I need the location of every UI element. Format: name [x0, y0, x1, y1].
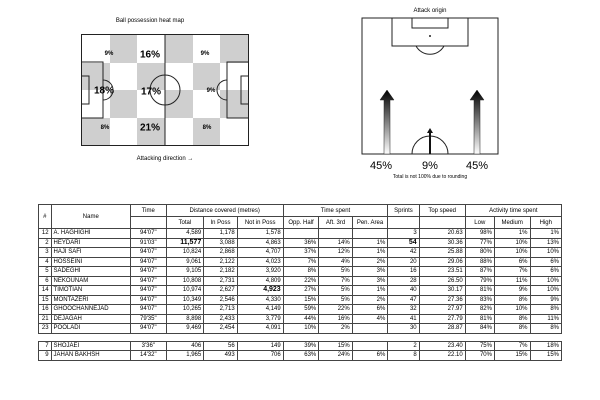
table-cell — [352, 324, 388, 334]
table-cell: 1% — [352, 248, 388, 258]
table-cell: 84% — [465, 324, 494, 334]
header-distance: Distance covered (metres) — [166, 205, 283, 217]
table-cell — [283, 229, 319, 239]
table-cell: 14'32" — [131, 351, 167, 361]
header-num: # — [39, 205, 52, 229]
heat-label-top-left: 9% — [104, 51, 114, 57]
table-cell: 15% — [494, 351, 530, 361]
table-cell: 82% — [465, 305, 494, 315]
table-cell: SADEGHI — [51, 267, 130, 277]
attack-arrow-right-icon — [470, 90, 484, 154]
subheader-not-in-poss: Not in Poss — [237, 217, 283, 229]
attack-origin-title: Attack origin — [413, 8, 447, 14]
table-cell: 3 — [39, 248, 52, 258]
subheader-in-poss: In Poss — [204, 217, 237, 229]
subheader-high: High — [530, 217, 562, 229]
table-cell: 2,182 — [204, 267, 237, 277]
header-time-spent: Time spent — [283, 205, 388, 217]
table-cell: 6% — [530, 267, 562, 277]
table-cell: 1% — [530, 229, 562, 239]
table-cell: 4,923 — [237, 286, 283, 296]
table-cell: 4,149 — [237, 305, 283, 315]
table-cell: 26.50 — [419, 276, 465, 286]
table-cell: 56 — [204, 341, 237, 351]
table-cell: 11,577 — [166, 238, 204, 248]
table-cell: 15 — [39, 295, 52, 305]
table-row — [39, 314, 562, 324]
table-cell: 8% — [530, 305, 562, 315]
table-cell: 10,349 — [166, 295, 204, 305]
table-cell: 1,178 — [204, 229, 237, 239]
table-cell: 6% — [494, 257, 530, 267]
table-cell: 94'07" — [131, 229, 167, 239]
table-cell: 16 — [39, 305, 52, 315]
attack-arrow-left-icon — [380, 90, 394, 154]
table-row — [39, 267, 562, 277]
table-row — [39, 276, 562, 286]
table-cell: 15% — [283, 295, 319, 305]
table-cell: 1,578 — [237, 229, 283, 239]
table-cell: 94'07" — [131, 257, 167, 267]
table-cell: 36% — [283, 238, 319, 248]
table-cell: 80% — [465, 248, 494, 258]
table-cell: JAHAN BAKHSH — [51, 351, 130, 361]
table-cell: 10% — [530, 276, 562, 286]
table-cell: 3 — [388, 229, 419, 239]
table-cell: 27.79 — [419, 314, 465, 324]
table-cell: 10% — [494, 238, 530, 248]
heat-label-bottom-right: 8% — [202, 125, 212, 131]
table-cell: 10,974 — [166, 286, 204, 296]
table-spacer-row — [39, 333, 562, 341]
table-cell: 14% — [319, 238, 352, 248]
heat-label-mid-right: 9% — [206, 88, 216, 94]
table-cell: 16 — [388, 267, 419, 277]
table-cell: 2,122 — [204, 257, 237, 267]
table-row — [39, 295, 562, 305]
table-cell: 2,433 — [204, 314, 237, 324]
table-cell: 8,898 — [166, 314, 204, 324]
table-cell: 42 — [388, 248, 419, 258]
table-cell: 25.88 — [419, 248, 465, 258]
table-cell: 493 — [204, 351, 237, 361]
table-cell: 4,023 — [237, 257, 283, 267]
table-cell: 706 — [237, 351, 283, 361]
table-cell: 2,713 — [204, 305, 237, 315]
attack-origin-left-pct: 45% — [369, 160, 393, 172]
table-row — [39, 257, 562, 267]
header-top-speed: Top speed — [419, 205, 465, 217]
player-stats-table — [38, 204, 562, 361]
table-cell: 11% — [530, 314, 562, 324]
table-cell: 6% — [352, 351, 388, 361]
table-cell: 98% — [465, 229, 494, 239]
table-cell: 2 — [388, 341, 419, 351]
table-cell: 20 — [388, 257, 419, 267]
table-cell: 8% — [494, 295, 530, 305]
table-cell: 94'07" — [131, 286, 167, 296]
table-cell: 7% — [494, 341, 530, 351]
table-cell: TIMOTIAN — [51, 286, 130, 296]
header-activity: Activity time spent — [465, 205, 561, 217]
table-cell: 23.40 — [419, 341, 465, 351]
subheader-empty — [388, 217, 419, 229]
table-cell: 9,061 — [166, 257, 204, 267]
table-cell: 83% — [465, 295, 494, 305]
table-cell: 2 — [39, 238, 52, 248]
table-cell: 14 — [39, 286, 52, 296]
table-cell: 40 — [388, 286, 419, 296]
table-cell: 1% — [352, 286, 388, 296]
table-cell: 15% — [319, 341, 352, 351]
table-cell: 27% — [283, 286, 319, 296]
table-cell: 91'03" — [131, 238, 167, 248]
table-cell: 8 — [388, 351, 419, 361]
table-cell: 2,546 — [204, 295, 237, 305]
subheader-aft-3rd: Aft. 3rd — [319, 217, 352, 229]
table-cell: HOSSEINI — [51, 257, 130, 267]
attack-origin-note: Total is not 100% due to rounding — [392, 174, 468, 180]
table-cell: A. HAGHIGHI — [51, 229, 130, 239]
table-cell: 10% — [530, 286, 562, 296]
table-cell: 4,863 — [237, 238, 283, 248]
table-cell: 10,824 — [166, 248, 204, 258]
table-cell: 4 — [39, 257, 52, 267]
table-cell: 4,809 — [237, 276, 283, 286]
table-cell: 5% — [319, 286, 352, 296]
table-cell: 75% — [465, 341, 494, 351]
table-cell: 41 — [388, 314, 419, 324]
table-cell: 3'36" — [131, 341, 167, 351]
table-cell: 2,731 — [204, 276, 237, 286]
table-cell: 11% — [494, 276, 530, 286]
attack-origin-right-pct: 45% — [465, 160, 489, 172]
table-cell: 94'07" — [131, 324, 167, 334]
subheader-pen-area: Pen. Area — [352, 217, 388, 229]
table-cell: 87% — [465, 267, 494, 277]
table-cell: 9,469 — [166, 324, 204, 334]
heatmap-title: Ball possession heat map — [115, 18, 185, 24]
table-cell: HAJI SAFI — [51, 248, 130, 258]
table-row — [39, 286, 562, 296]
subheader-medium: Medium — [494, 217, 530, 229]
table-cell: 15% — [530, 351, 562, 361]
header-sprints: Sprints — [388, 205, 419, 217]
table-body — [39, 229, 562, 361]
table-row — [39, 248, 562, 258]
table-cell: 5% — [319, 267, 352, 277]
heat-label-top-center: 16% — [139, 49, 161, 61]
table-cell: 39% — [283, 341, 319, 351]
table-cell: HEYDARI — [51, 238, 130, 248]
table-cell: 22.10 — [419, 351, 465, 361]
heat-label-mid-left: 18% — [93, 85, 115, 97]
subheader-total: Total — [166, 217, 204, 229]
subheader-opp-half: Opp. Half — [283, 217, 319, 229]
table-cell: 2% — [352, 257, 388, 267]
table-cell: 4,589 — [166, 229, 204, 239]
table-cell: 23 — [39, 324, 52, 334]
header-time: Time — [131, 205, 167, 217]
table-row — [39, 305, 562, 315]
table-cell: 32 — [388, 305, 419, 315]
table-cell: 28.87 — [419, 324, 465, 334]
table-cell: 94'07" — [131, 248, 167, 258]
table-cell: 10,265 — [166, 305, 204, 315]
table-cell: 9% — [530, 295, 562, 305]
table-cell: 7 — [39, 341, 52, 351]
table-cell: 29.06 — [419, 257, 465, 267]
heat-label-mid-center: 17% — [140, 86, 162, 98]
table-row — [39, 351, 562, 361]
table-cell — [352, 229, 388, 239]
table-cell: 81% — [465, 286, 494, 296]
table-cell: 3,088 — [204, 238, 237, 248]
table-cell: 94'07" — [131, 295, 167, 305]
table-cell: 3,779 — [237, 314, 283, 324]
table-cell: 4,091 — [237, 324, 283, 334]
attack-origin-pitch — [360, 16, 500, 156]
table-row — [39, 341, 562, 351]
table-cell: 27.36 — [419, 295, 465, 305]
table-cell: 10% — [283, 324, 319, 334]
table-cell: 94'07" — [131, 267, 167, 277]
table-cell: 9 — [39, 351, 52, 361]
table-cell: 16% — [319, 314, 352, 324]
table-cell: DEJAGAH — [51, 314, 130, 324]
table-cell: 79% — [465, 276, 494, 286]
table-cell: 1% — [352, 238, 388, 248]
table-cell: POOLADI — [51, 324, 130, 334]
table-cell: 8% — [283, 267, 319, 277]
subheader-empty — [131, 217, 167, 229]
table-cell — [352, 341, 388, 351]
table-cell: 5 — [39, 267, 52, 277]
table-cell: 94'07" — [131, 276, 167, 286]
table-cell: 27.97 — [419, 305, 465, 315]
table-cell: 4,707 — [237, 248, 283, 258]
table-cell: 7% — [319, 276, 352, 286]
table-cell: 6 — [39, 276, 52, 286]
table-row — [39, 229, 562, 239]
table-cell: 3% — [352, 276, 388, 286]
table-cell: 18% — [530, 341, 562, 351]
table-cell: 30.17 — [419, 286, 465, 296]
table-cell: 7% — [494, 267, 530, 277]
table-cell: 4% — [352, 314, 388, 324]
table-cell: 22% — [283, 276, 319, 286]
table-cell: 10,808 — [166, 276, 204, 286]
table-cell: 70% — [465, 351, 494, 361]
table-cell: 2% — [319, 324, 352, 334]
table-cell: 2,454 — [204, 324, 237, 334]
table-cell: GHOOCHANNEJAD — [51, 305, 130, 315]
table-cell: 44% — [283, 314, 319, 324]
table-cell: NEKOUNAM — [51, 276, 130, 286]
table-cell: SHOJAEI — [51, 341, 130, 351]
table-cell: 8% — [494, 324, 530, 334]
table-cell: 9,105 — [166, 267, 204, 277]
heat-label-bottom-center: 21% — [139, 122, 161, 134]
heat-label-top-right: 9% — [200, 51, 210, 57]
table-cell: 6% — [530, 257, 562, 267]
table-cell: 3% — [352, 267, 388, 277]
table-cell: 12% — [319, 248, 352, 258]
subheader-empty — [419, 217, 465, 229]
table-cell: 37% — [283, 248, 319, 258]
table-spacer-cell — [39, 333, 562, 341]
table-cell: 59% — [283, 305, 319, 315]
table-cell: 22% — [319, 305, 352, 315]
table-cell: 21 — [39, 314, 52, 324]
table-cell: 28 — [388, 276, 419, 286]
table-cell: 10% — [494, 248, 530, 258]
table-cell: 88% — [465, 257, 494, 267]
table-cell: 47 — [388, 295, 419, 305]
table-cell: 4% — [319, 257, 352, 267]
table-cell: 6% — [352, 305, 388, 315]
table-cell: 30 — [388, 324, 419, 334]
heat-label-bottom-left: 8% — [100, 125, 110, 131]
table-cell: 94'07" — [131, 305, 167, 315]
table-cell: 1,965 — [166, 351, 204, 361]
table-cell: 30.36 — [419, 238, 465, 248]
table-cell: 13% — [530, 238, 562, 248]
table-cell: 63% — [283, 351, 319, 361]
table-cell: 12 — [39, 229, 52, 239]
table-row — [39, 324, 562, 334]
table-cell: 2,627 — [204, 286, 237, 296]
attack-origin-center-pct: 9% — [422, 160, 438, 172]
attack-arrow-center-icon — [427, 128, 433, 154]
subheader-low: Low — [465, 217, 494, 229]
table-cell: 2% — [352, 295, 388, 305]
table-cell: 7% — [283, 257, 319, 267]
table-cell: 9% — [494, 286, 530, 296]
table-cell: 4,330 — [237, 295, 283, 305]
table-cell: 81% — [465, 314, 494, 324]
header-name: Name — [51, 205, 130, 229]
table-cell: 79'35" — [131, 314, 167, 324]
table-cell: 24% — [319, 351, 352, 361]
table-cell: 1% — [494, 229, 530, 239]
table-cell: 20.63 — [419, 229, 465, 239]
table-cell: 10% — [530, 248, 562, 258]
table-cell: 149 — [237, 341, 283, 351]
table-row — [39, 238, 562, 248]
attacking-direction-label: Attacking direction → — [136, 156, 194, 162]
table-cell: 77% — [465, 238, 494, 248]
table-cell: 8% — [494, 314, 530, 324]
table-cell: 406 — [166, 341, 204, 351]
table-cell: 5% — [319, 295, 352, 305]
table-cell: 54 — [388, 238, 419, 248]
table-cell: 3,920 — [237, 267, 283, 277]
table-cell: 23.51 — [419, 267, 465, 277]
table-cell: 8% — [530, 324, 562, 334]
table-cell — [319, 229, 352, 239]
table-cell: 10% — [494, 305, 530, 315]
table-header-row — [39, 205, 562, 217]
table-cell: MONTAZERI — [51, 295, 130, 305]
table-cell: 2,868 — [204, 248, 237, 258]
